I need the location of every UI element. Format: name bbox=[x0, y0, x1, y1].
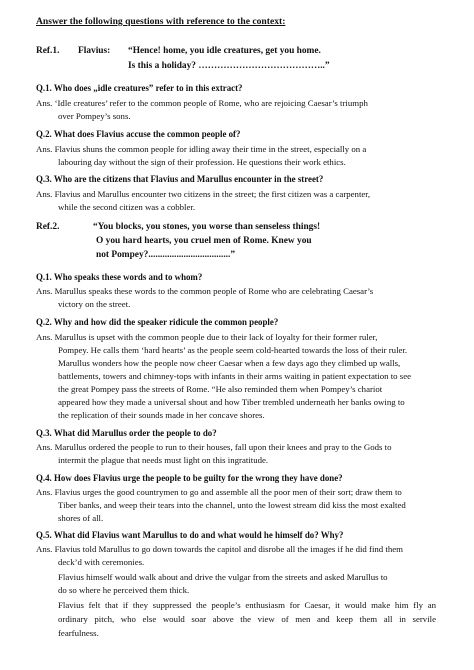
document-heading: Answer the following questions with reference to the context: bbox=[36, 16, 286, 27]
answer-line: Ans. Flavius and Marullus encounter two citizens in the street; the first citizen was a carpenter, bbox=[36, 189, 371, 199]
answer-line: while the second citizen was a cobbler. bbox=[58, 202, 196, 212]
answer-line: Pompey. He calls them ‘hard hearts’ as the people seem cold-hearted towards the loss of their ruler. bbox=[58, 345, 408, 355]
answer-line: intermit the plague that needs must light on this ingratitude. bbox=[58, 455, 269, 465]
answer-line: Ans. Marullus is upset with the common people due to their lack of loyalty for their former ruler, bbox=[36, 332, 378, 342]
answer-line: Tiber banks, and weep their tears into the channel, unto the lowest stream did kiss the most exalted bbox=[58, 500, 406, 510]
answer-line: Ans. Flavius urges the good countrymen to go and assemble all the poor men of their sort; draw them to bbox=[36, 487, 402, 497]
answer-line: deck’d with ceremonies. bbox=[58, 557, 145, 567]
reference-2-line-3: not Pompey?...................................” bbox=[96, 250, 236, 260]
answer-line: Flavius felt that if they suppressed the people’s enthusiasm for Caesar, it would make him fly an bbox=[58, 600, 436, 610]
reference-1-label: Ref.1. bbox=[36, 46, 60, 56]
reference-1 bbox=[36, 46, 321, 56]
answer-line: Flavius himself would walk about and drive the vulgar from the streets and asked Marullus to bbox=[58, 572, 388, 582]
answer-line: Ans. ‘Idle creatures’ refer to the common people of Rome, who are rejoicing Caesar’s triumph bbox=[36, 98, 368, 108]
answer-line: Ans. Flavius told Marullus to go down towards the capitol and disrobe all the images if he did find them bbox=[36, 544, 403, 554]
reference-1-line-2: Is this a holiday? …………………………………..” bbox=[128, 61, 330, 71]
reference-1-speaker: Flavius: bbox=[78, 46, 111, 56]
reference-1-line-1: “Hence! home, you idle creatures, get you home. bbox=[128, 46, 321, 56]
reference-2-label: Ref.2. bbox=[36, 222, 60, 232]
question-text: Q.3. Who are the citizens that Flavius and Marullus encounter in the street? bbox=[36, 174, 324, 184]
question-text: Q.2. What does Flavius accuse the common people of? bbox=[36, 129, 241, 139]
answer-line: the replication of their sounds made in her concave shores. bbox=[58, 410, 265, 420]
answer-line: appeared how they made a universal shout and how Tiber trembled underneath her banks owing to bbox=[58, 397, 405, 407]
answer-line: Marullus wonders how the people now cheer Caesar when a few days ago they climbed up walls, bbox=[58, 358, 401, 368]
reference-2-line-1: “You blocks, you stones, you worse than senseless things! bbox=[93, 222, 321, 232]
question-text: Q.4. How does Flavius urge the people to be guilty for the wrong they have done? bbox=[36, 473, 343, 483]
answer-line: battlements, towers and chimney-tops with infants in their arms waiting in patient expectation to see bbox=[58, 371, 412, 381]
answer-line: labouring day without the sign of their profession. He questions their work ethics. bbox=[58, 157, 346, 167]
reference-2-line-2: O you hard hearts, you cruel men of Rome. Knew you bbox=[96, 236, 312, 246]
answer-line: fearfulness. bbox=[58, 628, 99, 638]
question-text: Q.5. What did Flavius want Marullus to do and what would he himself do? Why? bbox=[36, 530, 344, 540]
answer-line: over Pompey’s sons. bbox=[58, 111, 131, 121]
question-text: Q.3. What did Marullus order the people to do? bbox=[36, 428, 217, 438]
question-text: Q.1. Who speaks these words and to whom? bbox=[36, 272, 203, 282]
answer-line: ordinary pitch, who else would soar above the view of men and keep them all in servile bbox=[58, 614, 436, 624]
question-text: Q.2. Why and how did the speaker ridicule the common people? bbox=[36, 317, 279, 327]
question-text: Q.1. Who does „idle creatures” refer to in this extract? bbox=[36, 83, 243, 93]
answer-line: Ans. Marullus speaks these words to the common people of Rome who are celebrating Caesar’s bbox=[36, 286, 374, 296]
answer-line: the great Pompey pass the streets of Rome. “He also reminded them when Pompey’s chariot bbox=[58, 384, 383, 394]
answer-line: shores of all. bbox=[58, 513, 104, 523]
answer-line: do so where he perceived them thick. bbox=[58, 585, 190, 595]
answer-line: Ans. Marullus ordered the people to run to their houses, fall upon their knees and pray to the Gods to bbox=[36, 442, 392, 452]
answer-line: Ans. Flavius shuns the common people for idling away their time in the street, especially on a bbox=[36, 144, 367, 154]
answer-line: victory on the street. bbox=[58, 299, 131, 309]
